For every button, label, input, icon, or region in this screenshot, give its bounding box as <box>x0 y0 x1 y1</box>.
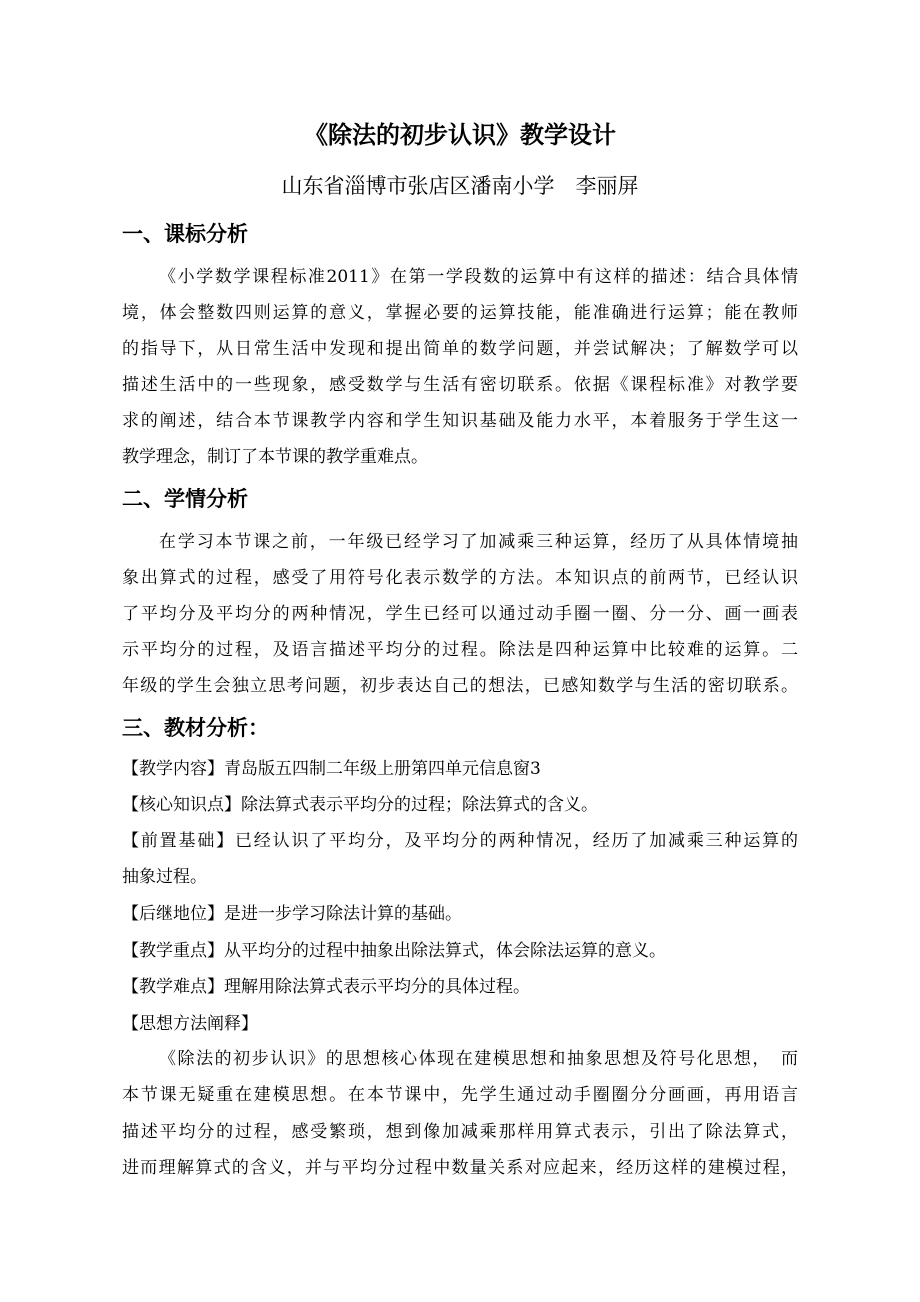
materials-item: 【核心知识点】除法算式表示平均分的过程；除法算式的含义。 <box>122 795 598 815</box>
section-heading-curriculum: 一、课标分析 <box>122 222 248 246</box>
materials-item: 【后继地位】是进一步学习除法计算的基础。 <box>122 904 462 924</box>
paragraph-line: 《小学数学课程标准2011》在第一学段数的运算中有这样的描述：结合具体情 <box>159 267 798 287</box>
section-heading-learners: 二、学情分析 <box>122 487 248 511</box>
paragraph-line: 教学理念，制订了本节课的教学重难点。 <box>122 447 428 467</box>
document-title: 《除法的初步认识》教学设计 <box>304 121 616 149</box>
author-line: 山东省淄博市张店区潘南小学 李丽屏 <box>281 174 639 198</box>
paragraph-line: 《除法的初步认识》的思想核心体现在建模思想和抽象思想及符号化思想， 而 <box>159 1049 798 1069</box>
materials-item: 【教学难点】理解用除法算式表示平均分的具体过程。 <box>122 977 530 997</box>
paragraph-line: 年级的学生会独立思考问题，初步表达自己的想法，已感知数学与生活的密切联系。 <box>122 676 798 696</box>
paragraph-line: 描述生活中的一些现象，感受数学与生活有密切联系。依据《课程标准》对教学要 <box>122 375 798 395</box>
materials-item: 【前置基础】已经认识了平均分，及平均分的两种情况，经历了加减乘三种运算的 <box>122 831 798 851</box>
paragraph-line: 示平均分的过程，及语言描述平均分的过程。除法是四种运算中比较难的运算。二 <box>122 640 798 660</box>
paragraph-line: 的指导下，从日常生活中发现和提出简单的数学问题，并尝试解决；了解数学可以 <box>122 339 798 359</box>
section-heading-materials: 三、教材分析： <box>122 716 269 740</box>
paragraph-line: 进而理解算式的含义，并与平均分过程中数量关系对应起来，经历这样的建模过程， <box>122 1158 798 1178</box>
materials-item: 【思想方法阐释】 <box>122 1014 258 1034</box>
materials-item: 抽象过程。 <box>122 867 207 887</box>
paragraph-line: 本节课无疑重在建模思想。在本节课中，先学生通过动手圈圈分分画画，再用语言 <box>122 1085 798 1105</box>
paragraph-line: 境，体会整数四则运算的意义，掌握必要的运算技能，能准确进行运算；能在教师 <box>122 303 798 323</box>
paragraph-line: 了平均分及平均分的两种情况，学生已经可以通过动手圈一圈、分一分、画一画表 <box>122 604 798 624</box>
paragraph-line: 在学习本节课之前，一年级已经学习了加减乘三种运算，经历了从具体情境抽 <box>159 532 798 552</box>
paragraph-line: 求的阐述，结合本节课教学内容和学生知识基础及能力水平，本着服务于学生这一 <box>122 411 798 431</box>
paragraph-line: 描述平均分的过程，感受繁琐，想到像加减乘那样用算式表示，引出了除法算式， <box>122 1122 798 1142</box>
materials-item: 【教学内容】青岛版五四制二年级上册第四单元信息窗3 <box>122 759 541 779</box>
paragraph-line: 象出算式的过程，感受了用符号化表示数学的方法。本知识点的前两节，已经认识 <box>122 568 798 588</box>
materials-item: 【教学重点】从平均分的过程中抽象出除法算式，体会除法运算的意义。 <box>122 941 666 961</box>
